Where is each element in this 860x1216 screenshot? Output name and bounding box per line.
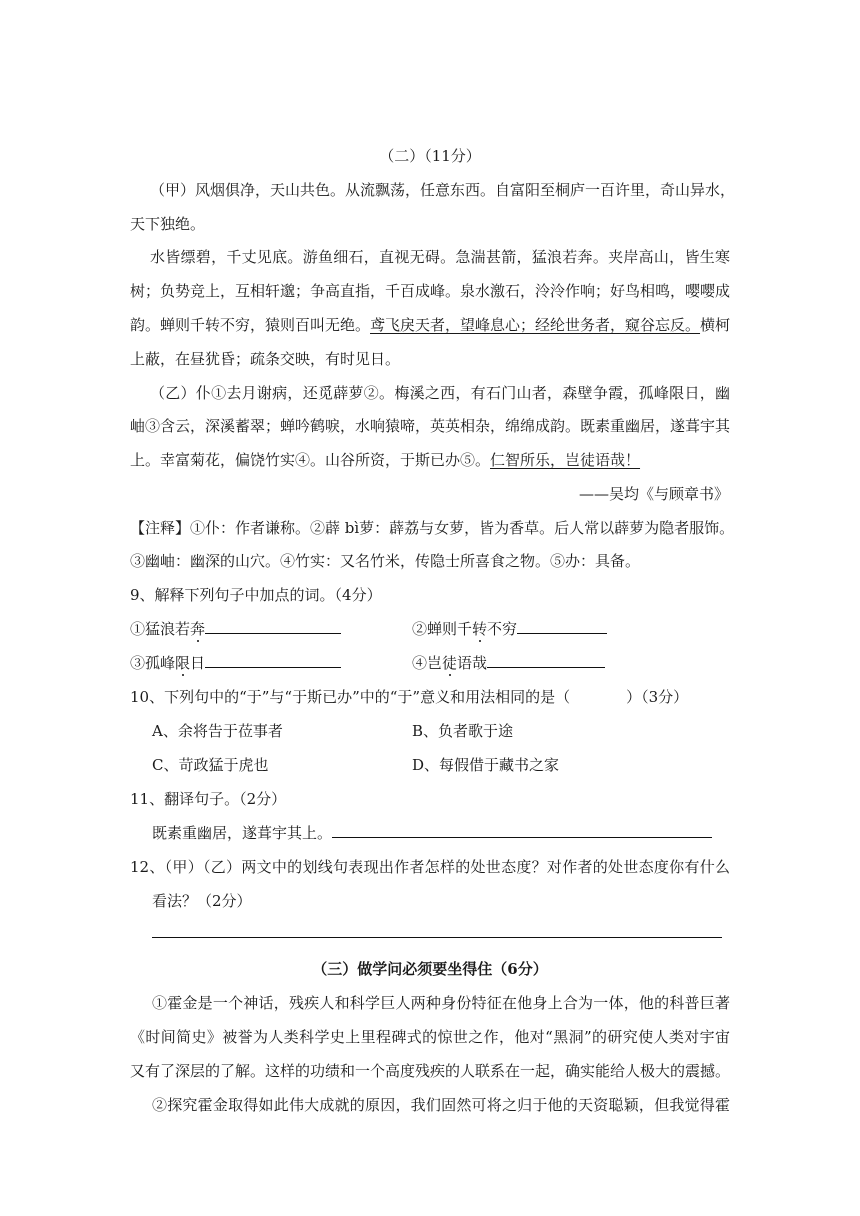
notes-line: ③幽岫：幽深的山穴。④竹实：又名竹米，传隐士所喜食之物。⑤办：具备。 <box>130 552 641 570</box>
section-title: （三）做学问必须要坐得住（6分） <box>312 960 548 978</box>
passage-jia-line: 水皆缥碧，千丈见底。游鱼细石，直视无碍。急湍甚箭，猛浪若奔。夹岸高山，皆生寒 <box>150 248 730 266</box>
dotted-word: 限 <box>175 654 191 672</box>
answer-blank[interactable] <box>205 653 341 668</box>
passage-jia-line: 天下独绝。 <box>130 215 206 233</box>
passage-yi-line: （乙）仆①去月谢病，还觅薜萝②。梅溪之西，有石门山者，森壁争霞，孤峰限日，幽 <box>150 384 730 402</box>
dotted-word: 奔 <box>190 620 206 638</box>
q9-item-c <box>130 653 341 673</box>
notes-line: 【注释】①仆：作者谦称。②薜 bì萝：薜荔与女萝，皆为香草。后人常以薜萝为隐者服饰。 <box>130 519 735 537</box>
q10-option-b: B、负者歌于途 <box>412 722 514 740</box>
answer-blank[interactable] <box>487 653 605 668</box>
answer-blank[interactable] <box>332 823 712 838</box>
q9-text: ③孤峰 <box>130 654 176 672</box>
q10-text: ）（3分） <box>626 688 689 706</box>
q9-text: 日 <box>190 654 206 672</box>
question-12-stem: 12、（甲）（乙）两文中的划线句表现出作者怎样的处世态度？对作者的处世态度你有什么 <box>130 858 730 876</box>
question-12-stem-cont: 看法？（2分） <box>152 892 252 910</box>
q9-item-d <box>412 653 605 673</box>
q9-text: ①猛浪若 <box>130 620 191 638</box>
q9-text: 不穷 <box>487 620 518 638</box>
passage-yi-line: 岫③含云，深溪蓄翠；蝉吟鹤唳，水响猿啼，英英相杂，绵绵成韵。既素重幽居，遂葺宇其 <box>130 417 731 435</box>
dotted-word: 转 <box>472 620 488 638</box>
text-span: 韵。蝉则千转不穷，猿则百叫无绝。 <box>130 316 371 334</box>
q9-text: 语哉 <box>457 654 488 672</box>
passage-yi-line-with-underline <box>130 450 640 470</box>
q10-option-c: C、苛政猛于虎也 <box>152 756 269 774</box>
question-11-stem: 11、翻译句子。（2分） <box>130 790 287 808</box>
q10-text: 10、下列句中的“于”与“于斯已办”中的“于”意义和用法相同的是（ <box>130 688 571 706</box>
passage-line: 《时间简史》被誉为人类科学史上里程碑式的惊世之作，他对“黑洞”的研究使人类对宇宙 <box>130 1028 730 1046</box>
q10-option-a: A、余将告于莅事者 <box>152 722 283 740</box>
passage-line: 又有了深层的了解。这样的功绩和一个高度残疾的人联系在一起，确实能给人极大的震撼。 <box>130 1062 731 1080</box>
q9-item-b <box>412 619 607 639</box>
q9-item-a <box>130 619 341 639</box>
text-span: 横柯 <box>700 316 731 334</box>
q11-text: 既素重幽居，遂葺宇其上。 <box>152 824 333 842</box>
q10-option-d: D、每假借于藏书之家 <box>412 756 560 774</box>
passage-jia-line: （甲）风烟俱净，天山共色。从流飘荡，任意东西。自富阳至桐庐一百许里，奇山异水， <box>150 181 736 199</box>
source-citation: ——吴均《与顾章书》 <box>578 485 729 503</box>
answer-blank[interactable] <box>205 619 341 634</box>
q9-text: ④岂 <box>412 654 443 672</box>
passage-jia-line-with-underline <box>130 315 730 335</box>
q11-sentence <box>152 823 712 843</box>
passage-jia-line: 树；负势竞上，互相轩邈；争高直指，千百成峰。泉水激石，泠泠作响；好鸟相鸣，嘤嘤成 <box>130 282 731 300</box>
question-9-stem: 9、解释下列句子中加点的词。（4分） <box>130 586 382 604</box>
answer-line[interactable] <box>152 937 722 938</box>
underlined-sentence: 鸢飞戾天者，望峰息心；经纶世务者，窥谷忘反。 <box>370 316 701 334</box>
q9-text: ②蝉则千 <box>412 620 473 638</box>
passage-line: ①霍金是一个神话，残疾人和科学巨人两种身份特征在他身上合为一体，他的科普巨著 <box>152 994 730 1012</box>
question-10-stem <box>130 687 688 707</box>
dotted-word: 徒 <box>442 654 458 672</box>
section-title: （二）（11分） <box>379 147 481 165</box>
passage-line: ②探究霍金取得如此伟大成就的原因，我们固然可将之归于他的天资聪颖，但我觉得霍 <box>152 1096 730 1114</box>
text-span: 上。幸富菊花，偏饶竹实④。山谷所资，于斯已办⑤。 <box>130 451 491 469</box>
answer-blank[interactable] <box>517 619 607 634</box>
underlined-sentence: 仁智所乐，岂徒语哉！ <box>490 451 641 469</box>
passage-jia-line: 上蔽，在昼犹昏；疏条交映，有时见日。 <box>130 350 401 368</box>
